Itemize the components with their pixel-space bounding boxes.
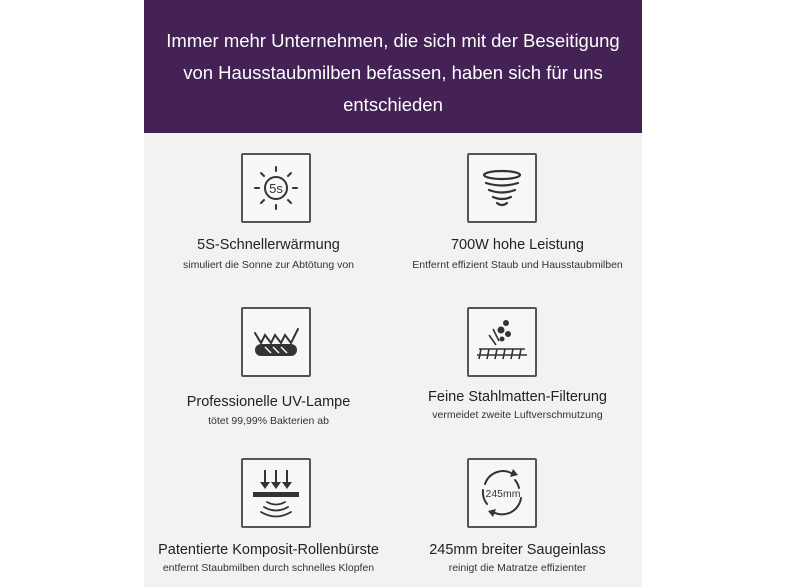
header-banner [144,0,642,133]
feature-title: 5S-Schnellerwärmung [197,237,340,253]
feature-subtitle: Entfernt effizient Staub und Hausstaubmilben [412,259,623,271]
feature-title: Patentierte Komposit-Rollenbürste [158,542,379,558]
suction-inlet-icon [467,458,537,528]
svg-text:5s: 5s [269,181,283,196]
feature-title: 245mm breiter Saugeinlass [429,542,606,558]
cyclone-icon [467,153,537,223]
steel-mesh-filter-icon [467,307,537,377]
sun-5s-icon [241,153,311,223]
feature-subtitle: entfernt Staubmilben durch schnelles Klopfen [162,562,375,574]
feature-subtitle: simuliert die Sonne zur Abtötung von [182,259,355,271]
feature-subtitle: tötet 99,99% Bakterien ab [208,415,329,427]
feature-title: Feine Stahlmatten-Filterung [428,389,607,405]
uv-lamp-icon [241,307,311,377]
feature-panel [144,0,642,587]
feature-subtitle: vermeidet zweite Luftverschmutzung [432,409,603,421]
feature-title: 700W hohe Leistung [450,237,584,253]
banner-title: Immer mehr Unternehmen, die sich mit der Beseitigung von Hausstaubmilben befassen, haben sich für uns entschieden [166,30,620,115]
suction-width-label: 245mm [485,488,521,500]
roller-brush-icon [241,458,311,528]
feature-title: Professionelle UV-Lampe [186,394,351,410]
feature-subtitle: reinigt die Matratze effizienter [448,562,587,574]
